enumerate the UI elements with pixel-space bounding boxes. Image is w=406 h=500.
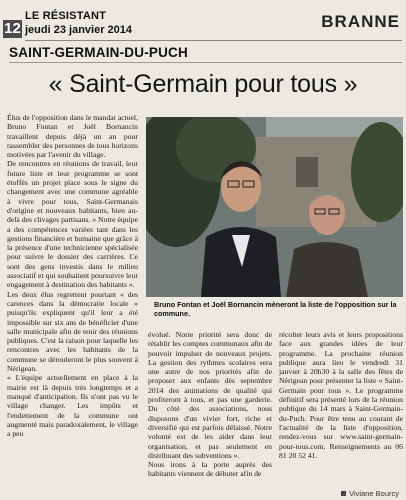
paragraph: Élus de l'opposition dans le mandat actuel, Bruno Fontan et Joël Bornancin travaillent depuis déjà un an pour rassembler des personnes de tous horizons motivées par l'avenir du village.	[7, 113, 138, 160]
paragraph: évolué. Notre priorité sera donc de rétablir les comptes communaux afin de pouvoir impulser de nouveaux projets. La gestion des rythmes scolaires sera une autre de nos priorités afin de proposer aux enfants dès septembre 2014 des animations de qualité qui profiteront à tous, et pas une garderie. Du côté des associations, nous disposons d'un vivier fort, riche et diversifié qui est parfois délaissé. Notre volonté est de les aider dans leur organisation, et pas seulement en distribuant des subventions ».	[148, 330, 272, 460]
publication-name: LE RÉSISTANT	[25, 10, 107, 22]
paragraph: Nous irons à la porte auprès des habitants viennent de débuter afin de	[148, 460, 272, 479]
photo-caption: Bruno Fontan et Joël Bornancin mèneront la liste de l'opposition sur la commune.	[154, 300, 397, 318]
article-photo	[146, 117, 403, 297]
location-heading: SAINT-GERMAIN-DU-PUCH	[9, 45, 188, 60]
author-credit	[341, 489, 399, 498]
paragraph: récolter leurs avis et leurs propositions face aux grandes idées de leur programme. La prochaine réunion publique aura lieu le vendredi 31 janvier à 20h30 à la salle des fêtes de Nérigean pour présenter la liste « Saint-Germain pour tous ». Le programme définitif sera présenté lors de la réunion publique du 14 mars à Saint-Germain-du-Puch. Pour être tenu au courant de l'actualité de la liste d'opposition, rendez-vous sur www.saint-germain-pour-tous.com. Renseignements au 06 81 20 52 41.	[279, 330, 403, 460]
photo-illustration	[146, 117, 403, 297]
author-name: Viviane Bourcy	[349, 489, 399, 498]
article-column-2	[148, 330, 272, 492]
header-divider	[25, 40, 402, 41]
paragraph: « L'équipe actuellement en place à la mairie est là depuis très longtemps et a manqué d'anticipation. Ils n'ont pas vu le village changer. Les impôts et l'endettement de la commune ont augmenté mais paradoxalement, le village a peu	[7, 373, 138, 439]
page-number: 12	[4, 20, 21, 37]
paragraph: De rencontres en réunions de travail, leur future liste et leur programme se sont étoffés un projet place sous le signe du changement avec une commune agréable à vivre pour tous, Saint-Germanais d'origine et nouveaux habitants, bien au-delà des clivages partisans. « Notre équipe a des compétences variées tant dans les gestions financière et humaine que grâce à la présence d'une technicienne spécialisée pour suivre le dossier des carrières. Ce sont des gens investis dans le milieu associatif et qui souhaitent poursuivre leur engagement à destination des habitants ».	[7, 159, 138, 290]
paragraph: Les deux élus regrettent pourtant « des carences dans la démocratie locale » puisqu'ils expliquent qu'il leur a été impossible sur six ans de bénéficier d'une salle municipale afin de tenir des réunions publiques. C'est la raison pour laquelle les rencontres avec les habitants de la commune se dérouleront le plus souvent à Nérigean.	[7, 289, 138, 374]
publication-date: jeudi 23 janvier 2014	[25, 24, 133, 36]
location-divider	[9, 62, 402, 63]
article-column-1	[7, 113, 138, 496]
article-headline: « Saint-Germain pour tous »	[48, 70, 358, 98]
bullet-square-icon	[341, 491, 346, 496]
article-column-3	[279, 330, 403, 492]
section-title: BRANNE	[321, 12, 400, 31]
